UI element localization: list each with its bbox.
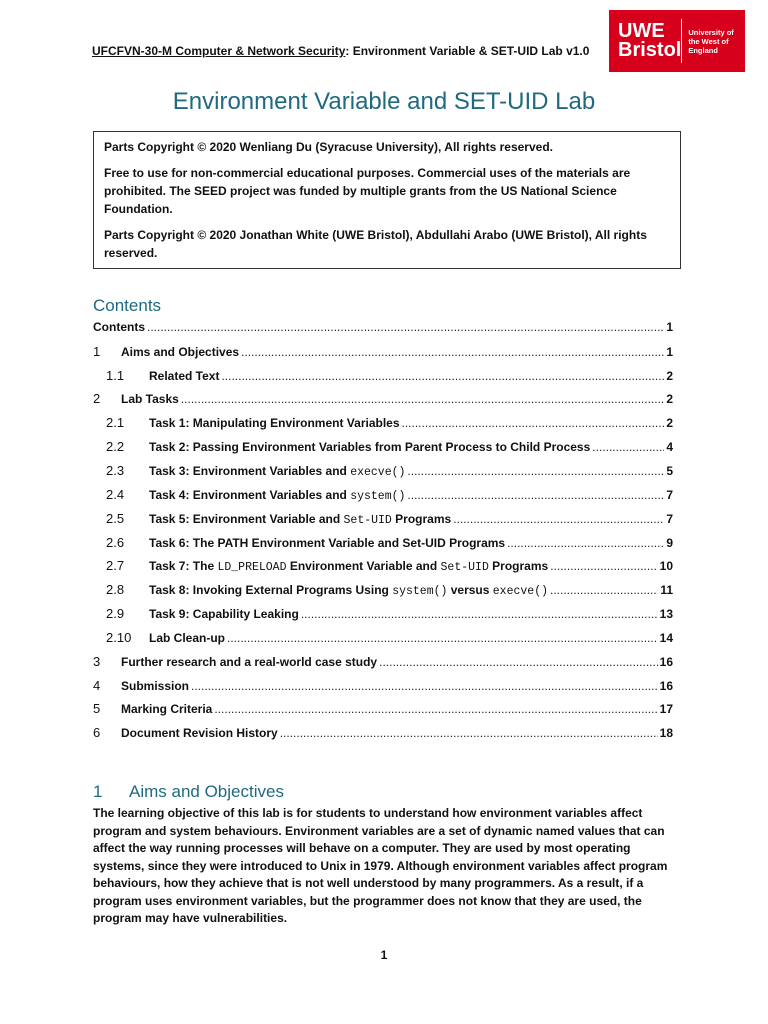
toc-entry[interactable]	[93, 725, 673, 743]
document-title: Environment Variable and SET-UID Lab	[172, 88, 596, 115]
toc-page-number: 7	[666, 512, 673, 526]
logo-wordmark: UWE Bristol	[618, 20, 682, 61]
toc-entry[interactable]	[93, 630, 673, 648]
toc-text: Contents	[93, 320, 145, 334]
toc-leader-dots	[214, 702, 657, 716]
toc-page-number: 13	[659, 607, 673, 621]
toc-text: Aims and Objectives	[121, 345, 240, 359]
toc-leader-dots	[191, 679, 658, 693]
toc-page-number: 11	[660, 583, 673, 597]
toc-entry-label	[149, 583, 548, 598]
copyright-line-2: Free to use for non-commercial educational purposes. Commercial uses of the materials are prohibited. The SEED project was funded by multiple grants from the US National Science Foundation.	[104, 166, 631, 216]
toc-code-text: system()	[350, 490, 406, 503]
toc-entry-number: 6	[93, 725, 101, 740]
toc-code-text: Set-UID	[343, 514, 392, 527]
toc-entry-number: 1	[93, 344, 101, 359]
toc-text: versus	[447, 583, 493, 597]
toc-page-number: 9	[666, 536, 673, 550]
toc-entry-label	[121, 679, 189, 693]
uwe-bristol-logo	[609, 10, 745, 72]
toc-leader-dots	[453, 512, 664, 526]
toc-page-number: 1	[666, 320, 673, 334]
section-heading	[93, 782, 284, 802]
toc-code-text: Set-UID	[440, 561, 489, 574]
toc-entry-label	[149, 488, 405, 503]
toc-entry[interactable]	[93, 344, 673, 362]
toc-entry-number: 2.2	[106, 439, 125, 454]
toc-leader-dots	[407, 464, 664, 478]
toc-leader-dots	[227, 631, 658, 645]
lab-title: : Environment Variable & SET-UID Lab v1.0	[345, 44, 590, 58]
toc-text: Marking Criteria	[121, 702, 213, 716]
toc-leader-dots	[550, 559, 657, 573]
toc-entry-label	[149, 369, 219, 383]
toc-entry[interactable]	[93, 463, 673, 481]
toc-page-number: 4	[666, 440, 673, 454]
toc-entry-label	[149, 536, 505, 550]
toc-leader-dots	[592, 440, 664, 454]
toc-page-number: 10	[659, 559, 673, 573]
toc-leader-dots	[507, 536, 664, 550]
toc-code-text: execve()	[492, 585, 548, 598]
toc-page-number: 5	[666, 464, 673, 478]
toc-page-number: 16	[659, 655, 673, 669]
toc-entry-label	[149, 631, 225, 645]
page-header	[92, 44, 589, 58]
toc-entry-label	[121, 345, 239, 359]
copyright-line-1: Parts Copyright © 2020 Wenliang Du (Syracuse University), All rights reserved.	[104, 140, 553, 154]
toc-entry-number: 2	[93, 391, 101, 406]
toc-leader-dots	[241, 345, 664, 359]
toc-text: Task 5: Environment Variable and	[149, 512, 344, 526]
copyright-box	[93, 131, 681, 269]
toc-entry-number: 2.4	[106, 487, 125, 502]
section-number: 1	[93, 782, 103, 801]
toc-entry[interactable]	[93, 582, 673, 600]
toc-entry-number: 2.9	[106, 606, 125, 621]
toc-entry-number: 2.1	[106, 415, 125, 430]
toc-entry[interactable]	[93, 415, 673, 433]
toc-text: Document Revision History	[121, 726, 278, 740]
toc-leader-dots	[147, 320, 664, 334]
toc-entry-label	[149, 559, 548, 574]
toc-code-text: execve()	[350, 466, 406, 479]
page-number: 1	[380, 948, 388, 962]
toc-entry-label	[93, 320, 145, 334]
toc-entry-number: 4	[93, 678, 101, 693]
toc-page-number: 7	[666, 488, 673, 502]
toc-leader-dots	[407, 488, 664, 502]
toc-entry-label	[121, 726, 278, 740]
toc-entry-label	[149, 607, 299, 621]
toc-entry-label	[149, 464, 405, 479]
toc-leader-dots	[301, 607, 658, 621]
toc-entry-label	[121, 702, 212, 716]
toc-page-number: 14	[659, 631, 673, 645]
copyright-line-3: Parts Copyright © 2020 Jonathan White (UWE Bristol), Abdullahi Arabo (UWE Bristol), All rights reserved.	[104, 228, 647, 260]
toc-page-number: 2	[666, 369, 673, 383]
toc-leader-dots	[221, 369, 664, 383]
toc-entry-number: 5	[93, 701, 101, 716]
toc-entry-label	[149, 416, 400, 430]
contents-heading: Contents	[93, 296, 162, 315]
toc-leader-dots	[379, 655, 658, 669]
toc-entry[interactable]	[93, 320, 673, 338]
toc-entry[interactable]	[93, 701, 673, 719]
toc-code-text: LD_PRELOAD	[217, 561, 287, 574]
toc-leader-dots	[550, 583, 658, 597]
toc-entry-label	[121, 392, 179, 406]
toc-text: Programs	[488, 559, 549, 573]
toc-entry-number: 2.7	[106, 558, 125, 573]
toc-entry[interactable]	[93, 487, 673, 505]
toc-page-number: 16	[659, 679, 673, 693]
toc-entry-number: 3	[93, 654, 101, 669]
toc-entry-number: 2.10	[106, 630, 132, 645]
toc-code-text: system()	[392, 585, 448, 598]
toc-text: Task 9: Capability Leaking	[149, 607, 299, 621]
toc-text: Programs	[391, 512, 452, 526]
toc-text: Task 1: Manipulating Environment Variables	[149, 416, 400, 430]
toc-entry-number: 2.5	[106, 511, 125, 526]
toc-text: Lab Clean-up	[149, 631, 226, 645]
toc-entry-label	[121, 655, 377, 669]
course-title: UFCFVN-30-M Computer & Network Security	[92, 44, 346, 58]
toc-text: Task 7: The	[149, 559, 218, 573]
toc-text: Further research and a real-world case study	[121, 655, 378, 669]
toc-entry[interactable]	[93, 439, 673, 457]
toc-text: Environment Variable and	[286, 559, 441, 573]
toc-text: Related Text	[149, 369, 220, 383]
toc-entry-number: 2.8	[106, 582, 125, 597]
toc-leader-dots	[280, 726, 658, 740]
toc-entry-label	[149, 512, 451, 527]
toc-leader-dots	[402, 416, 665, 430]
section-title: Aims and Objectives	[129, 782, 284, 801]
toc-entry-number: 2.6	[106, 535, 125, 550]
toc-text: Task 6: The PATH Environment Variable and Set-UID Programs	[149, 536, 506, 550]
toc-entry[interactable]	[93, 558, 673, 576]
toc-text: Task 4: Environment Variables and	[149, 488, 351, 502]
toc-text: Task 3: Environment Variables and	[149, 464, 351, 478]
toc-page-number: 2	[666, 392, 673, 406]
toc-entry[interactable]	[93, 654, 673, 672]
toc-page-number: 18	[659, 726, 673, 740]
toc-text: Submission	[121, 679, 190, 693]
toc-leader-dots	[181, 392, 665, 406]
toc-entry[interactable]	[93, 535, 673, 553]
toc-entry[interactable]	[93, 606, 673, 624]
toc-entry[interactable]	[93, 678, 673, 696]
toc-entry-label	[149, 440, 590, 454]
toc-entry[interactable]	[93, 511, 673, 529]
toc-page-number: 1	[666, 345, 673, 359]
section-body: The learning objective of this lab is for students to understand how environment variables affect program and system behaviours. Environment variables are a set of dynamic named values that can affect the way running processes will behave on a computer. They are used by most operating systems, since they were introduced to Unix in 1979. Although environment variables affect program behaviours, how they achieve that is not well understood by many programmers. As a result, if a program uses environment variables, but the programmer does not know that they are used, the program may have vulnerabilities.	[93, 806, 668, 925]
toc-page-number: 2	[666, 416, 673, 430]
toc-text: Task 8: Invoking External Programs Using	[149, 583, 393, 597]
toc-entry-number: 2.3	[106, 463, 125, 478]
logo-subtitle: University of the West of England	[681, 19, 745, 63]
toc-text: Task 2: Passing Environment Variables from Parent Process to Child Process	[149, 440, 591, 454]
toc-entry[interactable]	[93, 368, 673, 386]
toc-entry[interactable]	[93, 391, 673, 409]
toc-page-number: 17	[659, 702, 673, 716]
toc-text: Lab Tasks	[121, 392, 179, 406]
toc-entry-number: 1.1	[106, 368, 125, 383]
